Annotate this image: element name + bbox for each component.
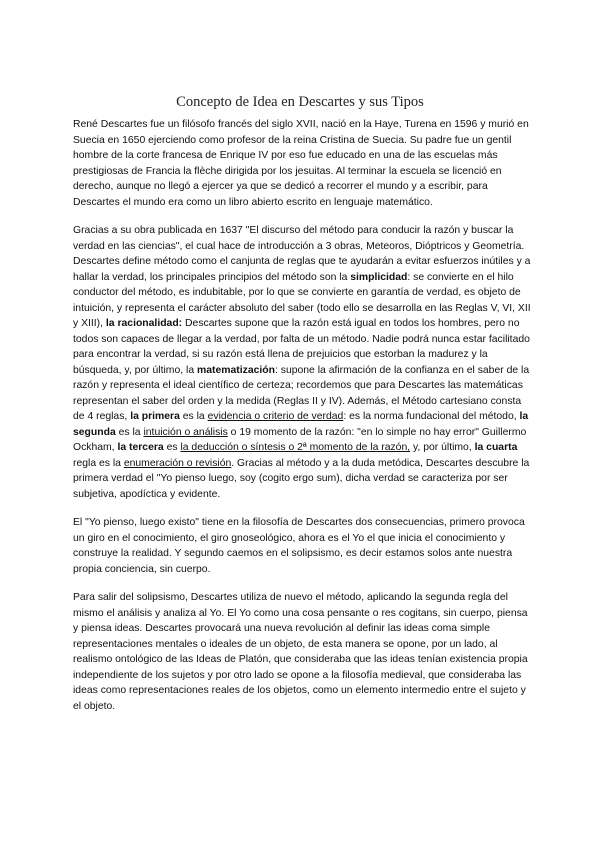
- text-run: y, por último,: [410, 442, 475, 453]
- text-run: regla es la: [73, 457, 124, 469]
- term-racionalidad: la racionalidad:: [105, 318, 183, 329]
- text-run: Descartes supone que la razón está igual en todos los hombres, pero no todos son capaces de llegar a la verdad, por falta de un método. Nadie podrá nunca estar facilitado para encontrar la verdad, si su razón está llena de prejuicios que estorban la madurez y la búsqueda, y, por último, la: [73, 318, 530, 376]
- rule-first-term: evidencia o criterio de verdad: [207, 411, 344, 422]
- rule-first-label: la primera: [130, 411, 180, 422]
- rule-third-label: la tercera: [117, 442, 164, 453]
- paragraph-biography: René Descartes fue un filósofo francés del siglo XVII, nació en la Haye, Turena en 1596 y murió en Suecia en 1650 ejerciendo como profesor de la reina Cristina de Suecia. Su padre fue un gentil hombre de la corte francesa de Enrique IV por eso fue educado en una de las escuelas más prestigiosas de Francia la flèche dirigida por los jesuitas. Al terminar la escuela se licenció en derecho, aunque no llegó a ejercer ya que se dedicó a recorrer el mundo y a escribir, para Descartes el mundo era como un libro abierto escrito en lenguaje matemático.: [73, 119, 529, 208]
- paragraph-ideas: Para salir del solipsismo, Descartes utiliza de nuevo el método, aplicando la segunda regla del mismo el análisis y analiza al Yo. El Yo como una cosa pensante o res cogitans, sin cuerpo, piensa y piensa ideas. Descartes provocará una nueva revolución al definir las ideas coma simple representaciones mentales o ideales de un objeto, de esta manera se opone, por un lado, al realismo ontológico de las Ideas de Platón, que consideraba que las ideas tenían existencia propia independiente de los sujetos y por otro lado se opone a la filosofía medieval, que consideraba las ideas como representaciones reales de los objetos, como un elemento intermedio entre el sujeto y el objeto.: [73, 592, 528, 712]
- text-run: es: [163, 442, 181, 453]
- document-body: [73, 117, 533, 727]
- rule-fourth-term: enumeración o revisión: [123, 457, 232, 469]
- paragraph-consequences: El "Yo pienso, luego existo" tiene en la filosofía de Descartes dos consecuencias, primero provoca un giro en el conocimiento, el giro gnoseológico, ahora es el Yo el que inicia el conocimiento y construye la realidad. Y segundo caemos en el solipsismo, es decir estamos solos ante nuestra propia conciencia, sin cuerpo.: [73, 517, 525, 575]
- text-run: o 19 momento de la razón: "en lo simple no hay error" Guillermo Ockham,: [73, 426, 527, 453]
- term-simplicidad: simplicidad: [350, 271, 408, 283]
- text-run: . Gracias al método y a la duda metódica, Descartes descubre la primera verdad el "Yo pienso luego, soy (cogito ergo sum), dicha verdad se caracteriza por ser subjetiva, apodíctica y evidente.: [73, 457, 530, 500]
- text-run: es la: [179, 411, 208, 422]
- text-run: Gracias a su obra publicada en 1637 "El discurso del método para conducir la razón y buscar la verdad en las ciencias", el cual hace de introducción a 3 obras, Meteoros, Dióptricos y Geometría. Descartes define método como el canjunta de reglas que te ayudarán a evitar esfuerzos inútiles y a hallar la verdad, los principales principios del método son la: [73, 225, 531, 283]
- term-matematizacion: matematización: [197, 364, 275, 376]
- page-title: Concepto de Idea en Descartes y sus Tipos: [176, 94, 424, 110]
- text-run: : supone la afirmación de la confianza en el saber de la razón y representa el ideal científico de certeza; recordemos que para Descartes las matemáticas representan el saber del orden y la medida (Reglas II y IV). Además, el Método cartesiano consta de 4 reglas,: [73, 364, 530, 422]
- rule-second-term: intuición o análisis: [143, 426, 228, 438]
- rule-fourth-label: la cuarta: [474, 442, 518, 453]
- text-run: : es la norma fundacional del método,: [343, 411, 520, 422]
- text-run: : se convierte en el hilo conductor del método, es indubitable, por lo que se convierte en garantía de verdad, es objeto de intuición, y representa el carácter absoluto del saber (todo ello se desarrolla en las Reglas V, VI, XII y XIII),: [73, 271, 531, 329]
- rule-third-term: la deducción o síntesis o 2ª momento de la razón,: [180, 442, 411, 453]
- paragraph-method: [73, 223, 533, 502]
- rule-second-label: la segunda: [73, 411, 529, 438]
- text-run: es la: [115, 426, 144, 438]
